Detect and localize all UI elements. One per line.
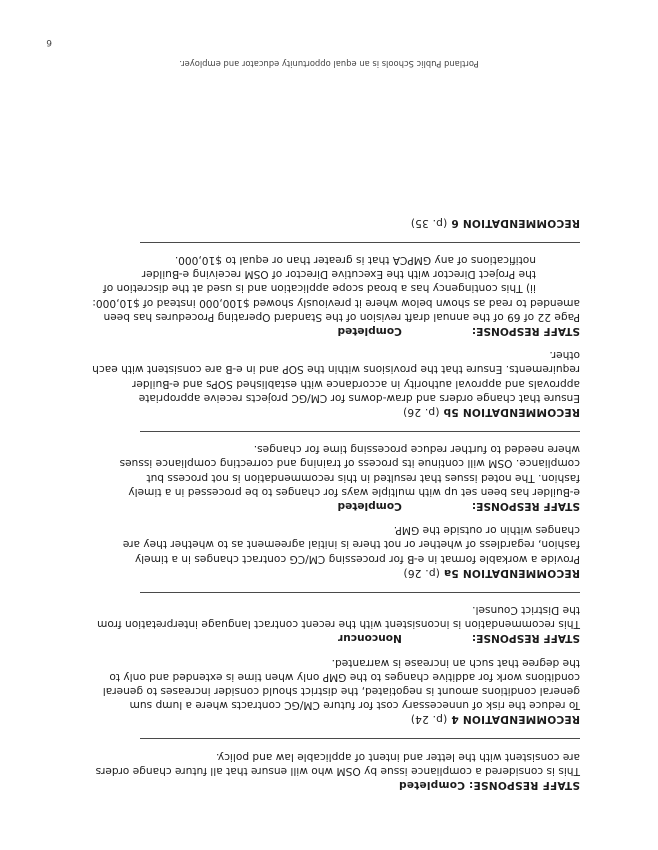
recommendation-5b-text: Ensure that change orders and draw-downs for CM/GC projects receive appropriate approvals and approval authority in accordance with established SOPs and e-Builder requirements. Ensure that the provisions within the SOP and in e-B are consistent with each other. xyxy=(92,349,580,404)
recommendation-6-heading xyxy=(92,216,580,230)
recommendation-5a-page-ref: (p. 26) xyxy=(403,566,440,579)
recommendation-5a-response-heading xyxy=(92,499,580,513)
recommendation-5b-title: RECOMMENDATION 5b xyxy=(443,405,580,418)
recommendation-4-response-text: This recommendation is inconsistent with the recent contract language interpretation from the District Counsel. xyxy=(97,603,580,631)
recommendation-5a-title: RECOMMENDATION 5a xyxy=(443,566,580,579)
recommendation-4-response xyxy=(92,603,580,646)
section-divider xyxy=(140,592,580,593)
recommendation-6-page-ref: (p. 35) xyxy=(410,216,448,229)
recommendation-6-title: RECOMMENDATION 6 xyxy=(451,216,580,229)
recommendation-5b-response-text: Page 22 of 69 of the annual draft revision of the Standard Operating Procedures has been amended to read as shown below where it previously showed $100,000 instead of $10,000: xyxy=(92,296,580,323)
recommendation-4-heading xyxy=(92,712,580,726)
recommendation-5a-heading xyxy=(92,566,580,580)
recommendation-5b-page-ref: (p. 26) xyxy=(402,405,440,418)
staff-response-heading: STAFF RESPONSE: Completed xyxy=(398,779,580,791)
recommendation-4-title: RECOMMENDATION 4 xyxy=(451,713,580,726)
recommendation-5b-heading xyxy=(92,405,580,419)
recommendation-5a-response xyxy=(92,442,580,513)
recommendation-4-text: To reduce the risk of unnecessary cost for future CM/GC contracts where a lump sum general conditions amount is negotiated, the district should consider increases to general conditions work for additive changes to the GMP only when time is extended and only to the degree that such an increase is warranted. xyxy=(102,656,580,712)
staff-response-text: This is considered a compliance issue by OSM who will ensure that all future change orders are consistent with the letter and intent of applicable law and policy. xyxy=(95,750,580,777)
response-status: Completed xyxy=(337,324,402,337)
response-status: Nonconcur xyxy=(338,632,402,645)
staff-response-completed-block xyxy=(92,749,580,792)
recommendation-5a-text: Provide a workable format in e-B for processing CM/CG contract changes in a timely fashion, regardless of whether or not there is initial agreement as to whether they are changes within or outside the GMP. xyxy=(122,524,580,565)
recommendation-5b-response-heading xyxy=(92,324,580,338)
response-label: STAFF RESPONSE: xyxy=(471,632,580,645)
recommendation-5a-block xyxy=(92,523,580,580)
recommendation-5b-block xyxy=(92,348,580,419)
section-divider xyxy=(140,242,580,243)
recommendation-4-page-ref: (p. 24) xyxy=(410,713,448,726)
recommendation-5a-response-text: e-Builder has been set up with multiple ways for changes to be processed in a timely fashion. The noted issues that resulted in this recommendation is not process but compliance. OSM will continue its process of training and correcting compliance issues where needed to further reduce processing time for changes. xyxy=(119,443,580,498)
section-divider xyxy=(140,431,580,432)
document-body xyxy=(92,206,580,793)
footer-equal-opportunity: Portland Public Schools is an equal opportunity educator and employer. xyxy=(179,59,479,69)
response-label: STAFF RESPONSE: xyxy=(471,324,580,337)
response-label: STAFF RESPONSE: xyxy=(471,499,580,512)
page-number: 6 xyxy=(46,37,52,47)
recommendation-6-block xyxy=(92,216,580,230)
response-status: Completed xyxy=(337,499,402,512)
recommendation-5b-response xyxy=(92,253,580,338)
recommendation-4-block xyxy=(92,655,580,726)
recommendation-4-response-heading xyxy=(92,631,580,645)
recommendation-5b-sub-item: ii) This contingency has a broad scope application and is used at the discretion of the Project Director with the Executive Director of OSM receiving e-Builder notifications of any GMPCA that is greater than or equal to $10,000. xyxy=(102,253,536,295)
section-divider xyxy=(140,738,580,739)
